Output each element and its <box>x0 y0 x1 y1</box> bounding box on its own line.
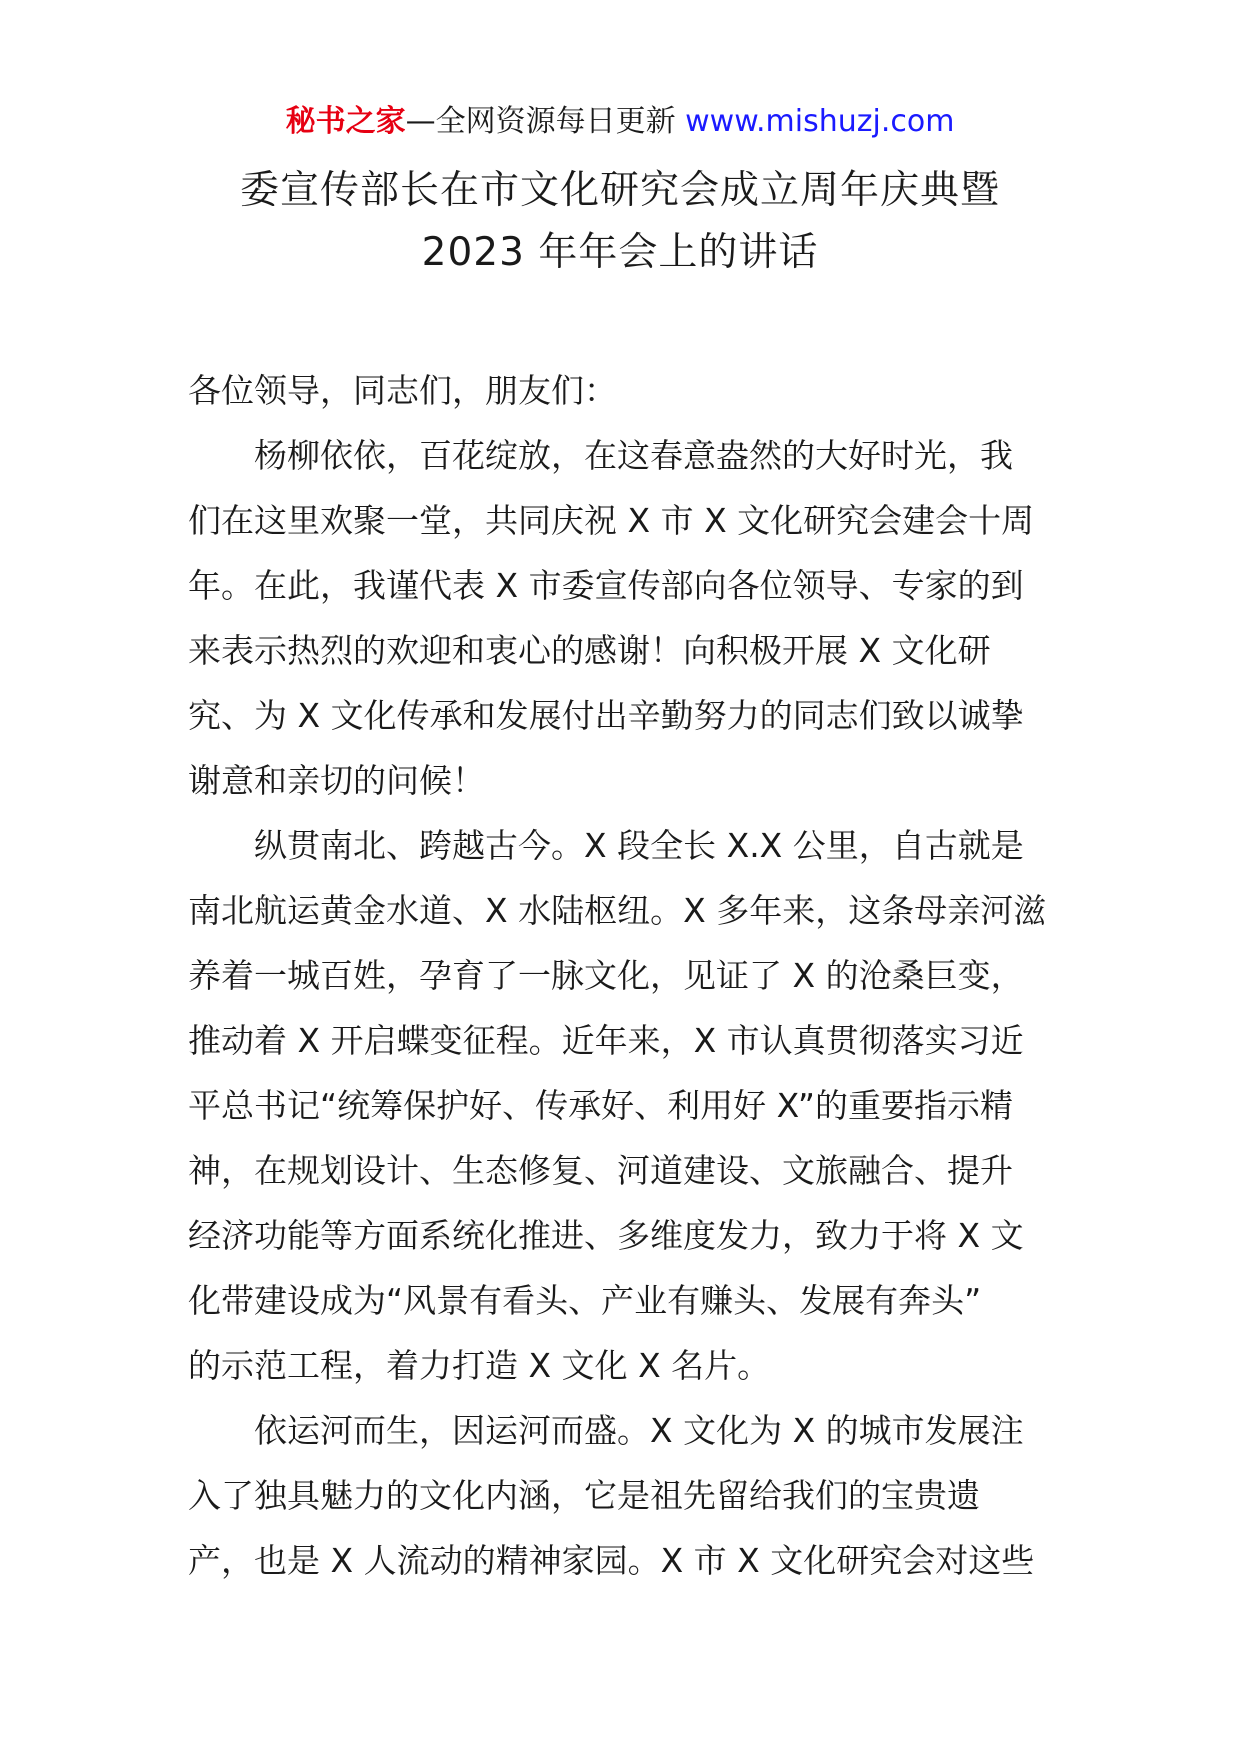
body-line: 来表示热烈的欢迎和衷心的感谢！向积极开展 X 文化研 <box>188 631 991 670</box>
site-header <box>0 98 1240 146</box>
body-line: 平总书记“统筹保护好、传承好、利用好 X”的重要指示精 <box>188 1086 1013 1125</box>
body-line: 入了独具魅力的文化内涵，它是祖先留给我们的宝贵遗 <box>188 1476 980 1515</box>
body-line: 的示范工程，着力打造 X 文化 X 名片。 <box>188 1346 771 1385</box>
body-line: 们在这里欢聚一堂，共同庆祝 X 市 X 文化研究会建会十周 <box>188 501 1035 540</box>
body-line: 产，也是 X 人流动的精神家园。X 市 X 文化研究会对这些 <box>188 1541 1035 1580</box>
site-slogan: —全网资源每日更新 <box>405 104 676 139</box>
title-line-2: 2023 年年会上的讲话 <box>421 230 819 275</box>
body-line: 谢意和亲切的问候！ <box>188 761 485 800</box>
body-line: 杨柳依依，百花绽放，在这春意盎然的大好时光，我 <box>188 436 1013 475</box>
body-line: 年。在此，我谨代表 X 市委宣传部向各位领导、专家的到 <box>188 566 1024 605</box>
salutation: 各位领导，同志们，朋友们： <box>188 371 617 410</box>
body-line: 纵贯南北、跨越古今。X 段全长 X.X 公里，自古就是 <box>188 826 1024 865</box>
body-line: 化带建设成为“风景有看头、产业有赚头、发展有奔头” <box>188 1281 982 1320</box>
body-line: 究、为 X 文化传承和发展付出辛勤努力的同志们致以诚挚 <box>188 696 1024 735</box>
title-line-1: 委宣传部长在市文化研究会成立周年庆典暨 <box>239 168 1000 213</box>
brand-name: 秘书之家 <box>285 104 406 139</box>
body-line: 南北航运黄金水道、X 水陆枢纽。X 多年来，这条母亲河滋 <box>188 891 1047 930</box>
body-line: 推动着 X 开启蝶变征程。近年来，X 市认真贯彻落实习近 <box>188 1021 1024 1060</box>
site-url-link[interactable]: www.mishuzj.com <box>685 104 955 139</box>
body-line: 经济功能等方面系统化推进、多维度发力，致力于将 X 文 <box>188 1216 1024 1255</box>
document-body <box>188 358 1058 1593</box>
body-line: 神，在规划设计、生态修复、河道建设、文旅融合、提升 <box>188 1151 1013 1190</box>
body-line: 养着一城百姓，孕育了一脉文化，见证了 X 的沧桑巨变， <box>188 956 1024 995</box>
body-line: 依运河而生，因运河而盛。X 文化为 X 的城市发展注 <box>188 1411 1024 1450</box>
document-title <box>100 160 1140 284</box>
